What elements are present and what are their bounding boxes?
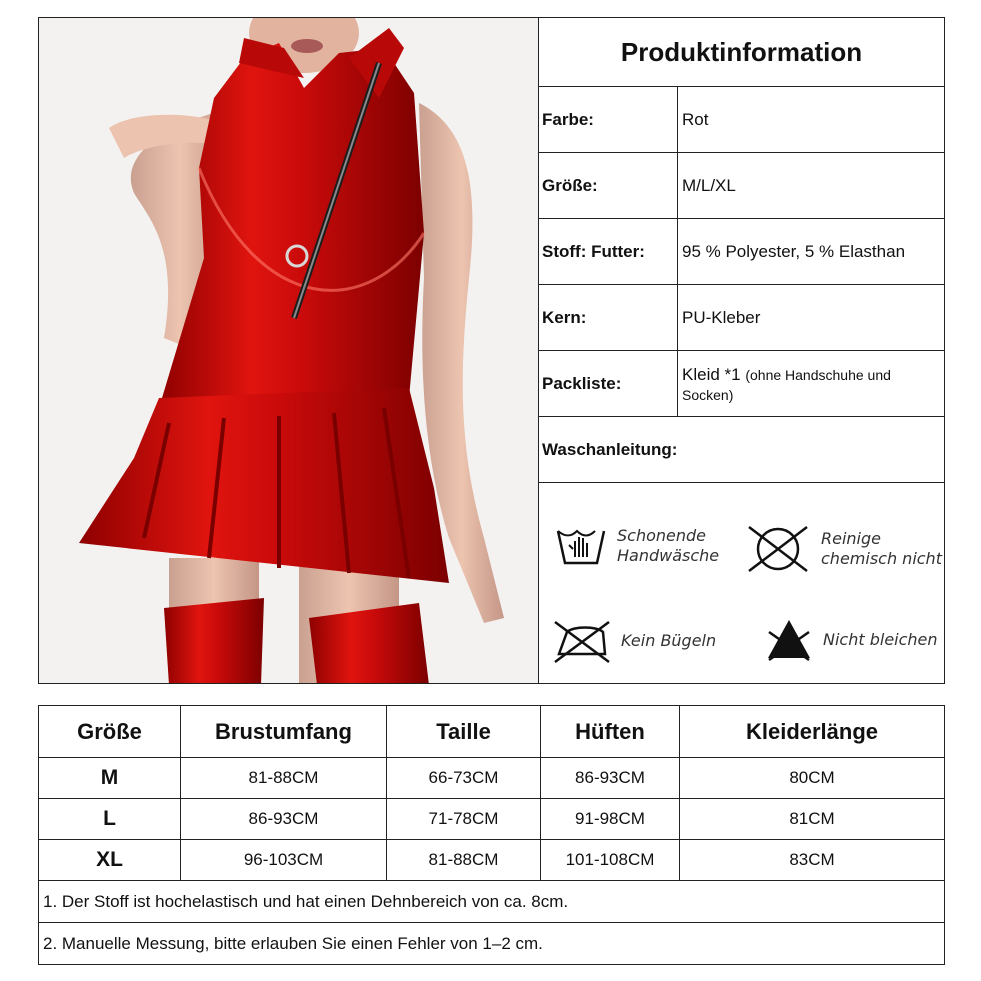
care-line: Schonende (617, 526, 707, 545)
info-value: 95 % Polyester, 5 % Elasthan (682, 241, 906, 261)
care-text (617, 526, 719, 566)
info-value (678, 351, 944, 416)
note-row (39, 923, 944, 964)
care-line: Reinige (821, 529, 881, 548)
info-row-color (539, 87, 944, 153)
table-cell: 66-73CM (387, 758, 541, 798)
note-row (39, 881, 944, 923)
table-row (39, 758, 944, 799)
product-photo (38, 17, 538, 684)
care-text (823, 630, 938, 650)
info-value: Rot (682, 109, 709, 129)
wash-label: Waschanleitung: (542, 439, 678, 459)
info-row-fabric (539, 219, 944, 285)
care-text (621, 631, 716, 651)
table-cell: 91-98CM (541, 799, 680, 839)
care-no-bleach (765, 616, 938, 664)
info-row-size (539, 153, 944, 219)
table-row (39, 799, 944, 840)
info-label: Stoff: Futter: (539, 219, 678, 284)
care-line: Handwäsche (617, 546, 720, 565)
table-cell: 71-78CM (387, 799, 541, 839)
header-cell: Hüften (541, 706, 680, 757)
table-cell: 80CM (789, 768, 835, 787)
info-title: Produktinformation (539, 18, 944, 87)
table-cell: 81CM (789, 809, 835, 828)
info-row-packlist (539, 351, 944, 417)
info-label: Farbe: (539, 87, 678, 152)
no-dry-clean-icon (745, 523, 811, 575)
packlist-main: Kleid *1 (682, 365, 741, 384)
table-cell: 81-88CM (181, 758, 387, 798)
no-ironing-icon (553, 618, 611, 664)
care-line: Nicht bleichen (823, 630, 938, 649)
size-cell: XL (39, 840, 181, 880)
table-cell: 86-93CM (541, 758, 680, 798)
care-handwash (555, 523, 719, 569)
info-row-wash (539, 417, 944, 483)
no-bleach-icon (765, 616, 813, 664)
packlist-note: (ohne Handschuhe und Socken) (682, 367, 891, 403)
size-table (38, 705, 945, 965)
table-cell: 96-103CM (181, 840, 387, 880)
size-header-row (39, 706, 944, 758)
info-value: PU-Kleber (682, 307, 761, 327)
table-cell: 86-93CM (181, 799, 387, 839)
red-dress-illustration (39, 18, 538, 684)
product-info-panel (538, 17, 945, 684)
care-line: Kein Bügeln (621, 631, 717, 650)
care-text (821, 529, 942, 569)
handwash-icon (555, 523, 607, 569)
note-text: 1. Der Stoff ist hochelastisch und hat einen Dehnbereich von ca. 8cm. (43, 891, 569, 911)
info-value: M/L/XL (682, 175, 736, 195)
care-no-ironing (553, 618, 716, 664)
header-cell: Taille (387, 706, 541, 757)
note-text: 2. Manuelle Messung, bitte erlauben Sie einen Fehler von 1–2 cm. (43, 933, 543, 953)
table-row (39, 840, 944, 881)
info-label: Packliste: (539, 351, 678, 416)
care-line: chemisch nicht (821, 549, 942, 568)
info-label: Größe: (539, 153, 678, 218)
info-label: Kern: (539, 285, 678, 350)
header-cell: Brustumfang (181, 706, 387, 757)
size-cell: L (39, 799, 181, 839)
table-cell: 83CM (789, 850, 835, 869)
header-cell: Kleiderlänge (745, 718, 879, 744)
table-cell: 101-108CM (541, 840, 680, 880)
info-row-core (539, 285, 944, 351)
header-cell: Größe (39, 706, 181, 757)
care-no-dry-clean (745, 523, 942, 575)
table-cell: 81-88CM (387, 840, 541, 880)
size-cell: M (39, 758, 181, 798)
